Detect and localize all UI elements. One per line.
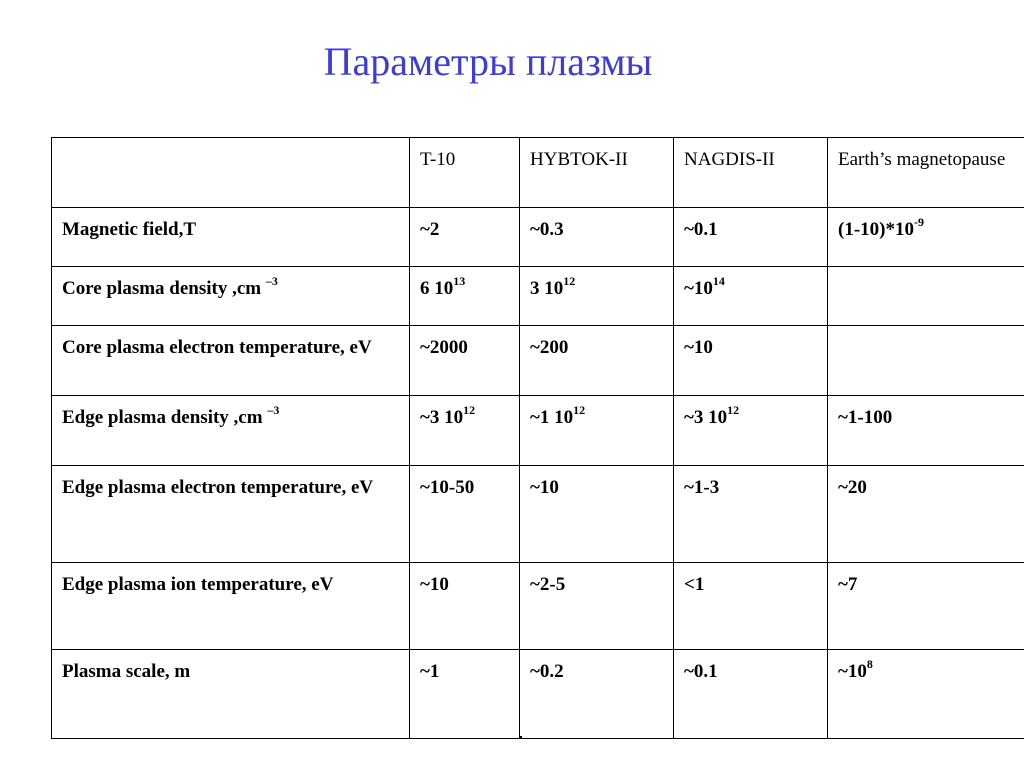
table-cell [828,208,1024,267]
cell-exponent: 12 [463,402,476,417]
table-row [52,650,1024,739]
cell-exponent: 12 [563,273,576,288]
cell-value: ~0.1 [684,661,718,682]
cell-value: ~3 10 [684,407,728,428]
header-cell-t10: T-10 [410,138,520,208]
row-label-text: Plasma scale, m [62,661,191,682]
table-cell [674,563,828,650]
table-cell [410,563,520,650]
cell-value: 3 10 [530,278,564,299]
table-cell [520,563,674,650]
cell-value: ~1-3 [684,477,720,498]
table-cell [828,396,1024,466]
table-cell [520,650,674,739]
header-cell-empty [52,138,410,208]
table-row [52,326,1024,396]
cell-value: ~2 [420,219,440,240]
cell-exponent: 13 [453,273,466,288]
table-cell [828,267,1024,326]
cell-value: ~10 [838,661,867,682]
cell-value: ~2000 [420,337,468,358]
cell-value: ~0.1 [684,219,718,240]
table-cell [410,650,520,739]
cell-exponent: -9 [913,214,924,229]
row-label [52,650,410,739]
header-cell-hybtok: HYBTOK-II [520,138,674,208]
cell-exponent: 8 [866,656,873,671]
cell-value: ~0.3 [530,219,564,240]
cell-value: ~10 [530,477,559,498]
table-cell [520,326,674,396]
slide-title: Параметры плазмы [323,39,653,84]
header-row [52,138,1024,208]
row-label [52,466,410,563]
cell-value: ~10 [684,337,713,358]
table-cell [674,650,828,739]
table-cell [674,208,828,267]
cell-value: <1 [684,574,705,595]
cell-value: ~10-50 [420,477,475,498]
table-row [52,208,1024,267]
table-cell [410,466,520,563]
table-cell [410,208,520,267]
cell-exponent: 14 [712,273,725,288]
cell-value: ~2-5 [530,574,566,595]
header-cell-magnetopause: Earth’s magnetopause [828,138,1024,208]
row-label [52,396,410,466]
table-cell [674,267,828,326]
table-cell [674,466,828,563]
table-cell [410,396,520,466]
table-cell [828,650,1024,739]
row-label-text: Edge plasma ion temperature, eV [62,574,334,595]
table-cell [828,466,1024,563]
cell-value: ~1 [420,661,440,682]
row-label-text: Edge plasma electron temperature, eV [62,477,374,498]
cell-value: ~3 10 [420,407,464,428]
cell-value: 6 10 [420,278,454,299]
table-cell [520,208,674,267]
row-label-exponent: –3 [265,273,278,288]
cell-value: ~10 [684,278,713,299]
cell-exponent: 12 [727,402,740,417]
row-label-exponent: –3 [267,402,280,417]
row-label [52,208,410,267]
row-label-text: Core plasma density ,cm [62,278,266,299]
table-cell [410,326,520,396]
table-cell [520,396,674,466]
row-label [52,563,410,650]
table-row [52,267,1024,326]
table-cell [520,466,674,563]
table-cell [674,396,828,466]
table-cell [828,326,1024,396]
cell-value: ~0.2 [530,661,564,682]
table-row [52,563,1024,650]
cell-value: ~20 [838,477,867,498]
row-label [52,267,410,326]
table-row [52,396,1024,466]
table-cell [674,326,828,396]
cell-exponent: 12 [573,402,586,417]
header-cell-nagdis: NAGDIS-II [674,138,828,208]
table-row [52,466,1024,563]
cell-value: ~200 [530,337,569,358]
table-cell [410,267,520,326]
row-label-text: Edge plasma density ,cm [62,407,268,428]
plasma-parameters-table [51,137,1024,739]
table-cell [520,267,674,326]
cell-value: ~7 [838,574,858,595]
table-cell [828,563,1024,650]
stray-dot [519,736,522,739]
cell-value: (1-10)*10 [838,219,914,240]
cell-value: ~1-100 [838,407,893,428]
row-label-text: Magnetic field,T [62,219,197,240]
row-label [52,326,410,396]
cell-value: ~10 [420,574,449,595]
cell-value: ~1 10 [530,407,574,428]
row-label-text: Core plasma electron temperature, eV [62,337,372,358]
